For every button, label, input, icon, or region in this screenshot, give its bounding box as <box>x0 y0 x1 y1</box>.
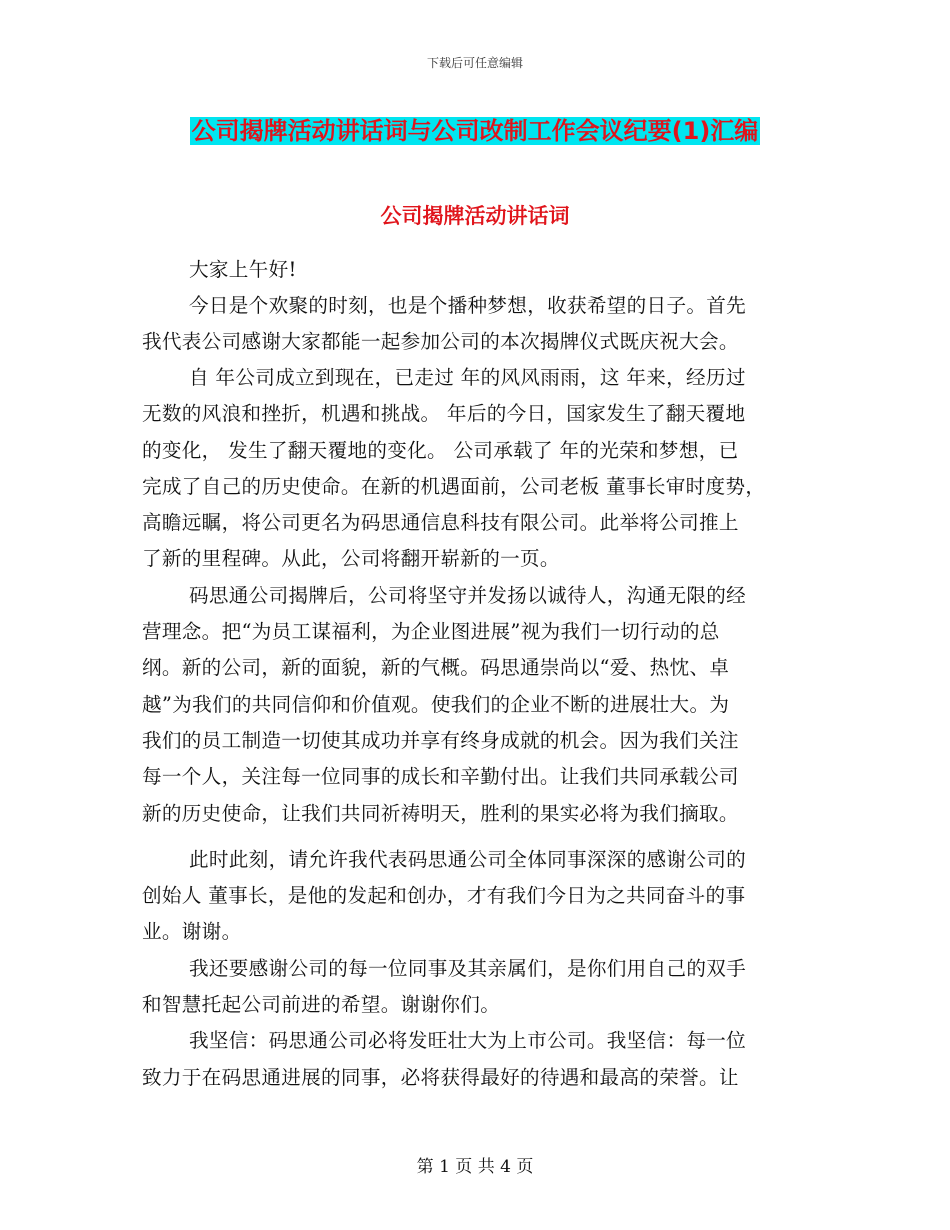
paragraph-line: 的变化， 发生了翻天覆地的变化。 公司承载了 年的光荣和梦想，已 <box>142 439 739 462</box>
paragraph-line: 码思通公司揭牌后，公司将坚守并发扬以诚待人，沟通无限的经 <box>189 584 747 607</box>
paragraph-line: 新的历史使命，让我们共同祈祷明天，胜利的果实必将为我们摘取。 <box>142 802 739 825</box>
paragraph-line: 业。谢谢。 <box>142 920 242 943</box>
paragraph-line: 越”为我们的共同信仰和价值观。使我们的企业不断的进展壮大。为 <box>142 693 730 716</box>
paragraph-line: 完成了自己的历史使命。在新的机遇面前，公司老板 董事长审时度势， <box>142 475 766 498</box>
paragraph-line: 我代表公司感谢大家都能一起参加公司的本次揭牌仪式既庆祝大会。 <box>142 330 739 353</box>
paragraph-line: 大家上午好! <box>189 258 297 281</box>
paragraph-line: 自 年公司成立到现在，已走过 年的风风雨雨，这 年来，经历过 <box>189 366 746 389</box>
paragraph-line: 了新的里程碑。从此，公司将翻开崭新的一页。 <box>142 547 560 570</box>
paragraph-line: 今日是个欢聚的时刻，也是个播种梦想，收获希望的日子。首先 <box>189 294 747 317</box>
paragraph-line: 此时此刻，请允许我代表码思通公司全体同事深深的感谢公司的 <box>189 848 747 871</box>
section-title: 公司揭牌活动讲话词 <box>380 204 570 228</box>
paragraph-line: 创始人 董事长，是他的发起和创办，才有我们今日为之共同奋斗的事 <box>142 884 746 907</box>
page-number: 第 1 页 共 4 页 <box>416 1157 534 1177</box>
paragraph-line: 我还要感谢公司的每一位同事及其亲属们，是你们用自己的双手 <box>189 957 747 980</box>
paragraph-line: 无数的风浪和挫折，机遇和挑战。 年后的今日，国家发生了翻天覆地 <box>142 402 746 425</box>
paragraph-line: 致力于在码思通进展的同事，必将获得最好的待遇和最高的荣誉。让 <box>142 1066 739 1089</box>
paragraph-line: 每一个人，关注每一位同事的成长和辛勤付出。让我们共同承载公司 <box>142 765 739 788</box>
paragraph-line: 营理念。把“为员工谋福利，为企业图进展”视为我们一切行动的总 <box>142 620 720 643</box>
paragraph-line: 和智慧托起公司前进的希望。谢谢你们。 <box>142 993 501 1016</box>
paragraph-line: 我们的员工制造一切使其成功并享有终身成就的机会。因为我们关注 <box>142 729 739 752</box>
paragraph-line: 纲。新的公司，新的面貌，新的气概。码思通崇尚以“爱、热忱、卓 <box>142 656 730 679</box>
document-title <box>0 114 950 148</box>
document-title-text: 公司揭牌活动讲话词与公司改制工作会议纪要(1)汇编 <box>191 117 759 145</box>
paragraph-line: 高瞻远瞩，将公司更名为码思通信息科技有限公司。此举将公司推上 <box>142 511 739 534</box>
paragraph-line: 我坚信：码思通公司必将发旺壮大为上市公司。我坚信：每一位 <box>189 1029 747 1052</box>
header-note: 下载后可任意编辑 <box>426 56 523 70</box>
